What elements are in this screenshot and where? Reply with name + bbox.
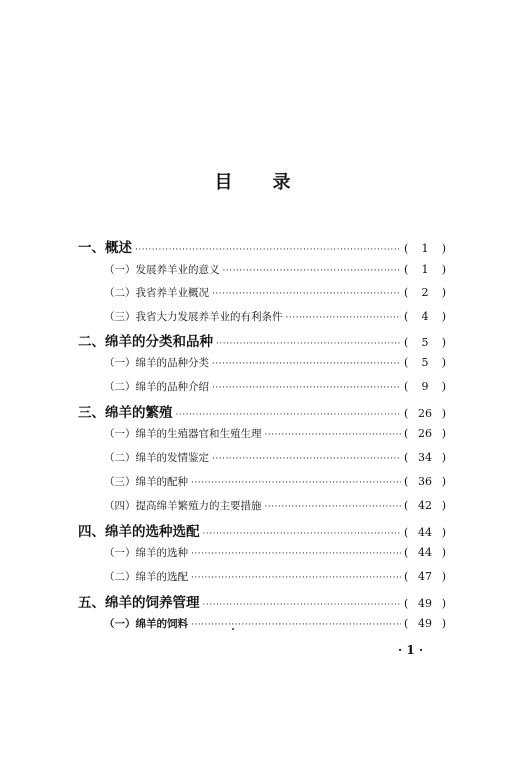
toc-entry-label: 四、绵羊的选种选配	[78, 524, 200, 540]
leader-dots	[212, 383, 401, 393]
toc-entry-label: （一）绵羊的品种分类	[104, 357, 209, 369]
toc-entry-page: ( 26 )	[404, 427, 446, 440]
toc-entry-1-2	[104, 285, 446, 300]
toc-entry-3	[78, 401, 446, 421]
toc-entry-label: 一、概述	[78, 240, 132, 256]
leader-dots	[203, 600, 402, 610]
toc-entry-page: ( 47 )	[404, 570, 446, 583]
leader-dots	[265, 430, 402, 440]
toc-entry-5	[78, 591, 446, 611]
page-folio: · 1 ·	[398, 643, 424, 657]
toc-heading-left: 目	[214, 172, 233, 193]
toc-entry-page: ( 9 )	[404, 380, 446, 393]
toc-entry-page: ( 1 )	[404, 242, 446, 255]
toc-entry-2	[78, 330, 446, 350]
toc-entry-page: ( 44 )	[404, 526, 446, 539]
toc-entry-label: 五、绵羊的饲养管理	[78, 595, 200, 611]
leader-dots	[203, 529, 402, 539]
leader-dots	[212, 359, 401, 369]
toc-entry-1	[78, 236, 446, 256]
toc-entry-page: ( 49 )	[404, 617, 446, 630]
toc-entry-label: （三）绵羊的配种	[104, 476, 188, 488]
toc-entry-label: （一）绵羊的饲料	[104, 618, 188, 630]
toc-entry-1-3	[104, 309, 446, 324]
toc-entry-4-2	[104, 569, 446, 584]
toc-entry-page: ( 1 )	[404, 263, 446, 276]
toc-entry-label: （三）我省大力发展养羊业的有利条件	[104, 311, 283, 323]
toc-entry-5-1	[104, 616, 446, 631]
toc-entry-label: （四）提高绵羊繁殖力的主要措施	[104, 500, 262, 512]
toc-entry-2-2	[104, 379, 446, 394]
toc-entry-label: （一）发展养羊业的意义	[104, 264, 220, 276]
toc-entry-label: （二）绵羊的选配	[104, 571, 188, 583]
toc-entry-label: （二）我省养羊业概况	[104, 287, 209, 299]
leader-dots	[191, 573, 401, 583]
toc-heading	[0, 168, 505, 194]
leader-dots	[286, 313, 402, 323]
toc-entry-3-4	[104, 498, 446, 513]
toc-entry-label: （二）绵羊的品种介绍	[104, 381, 209, 393]
toc-entry-3-2	[104, 450, 446, 465]
toc-entry-page: ( 2 )	[404, 286, 446, 299]
toc-entry-1-1	[104, 262, 446, 277]
leader-dots	[176, 410, 402, 420]
leader-dots	[223, 266, 402, 276]
toc-entry-4-1	[104, 545, 446, 560]
toc-entry-3-1	[104, 426, 446, 441]
toc-entry-page: ( 26 )	[404, 407, 446, 420]
toc-entry-label: 二、绵羊的分类和品种	[78, 334, 213, 350]
leader-dots	[216, 339, 401, 349]
toc-entry-4	[78, 520, 446, 540]
toc-entry-page: ( 34 )	[404, 451, 446, 464]
toc-entry-page: ( 44 )	[404, 546, 446, 559]
toc-entry-page: ( 42 )	[404, 499, 446, 512]
toc-entry-page: ( 49 )	[404, 597, 446, 610]
toc-entry-label: 三、绵羊的繁殖	[78, 405, 173, 421]
toc-entry-label: （二）绵羊的发情鉴定	[104, 452, 209, 464]
leader-dots	[212, 454, 401, 464]
leader-dots	[135, 245, 401, 255]
leader-dots	[191, 549, 401, 559]
toc-entry-page: ( 5 )	[404, 356, 446, 369]
leader-dots	[191, 620, 401, 630]
leader-dots	[265, 502, 402, 512]
toc-entry-page: ( 36 )	[404, 475, 446, 488]
toc-heading-right: 录	[272, 172, 291, 193]
toc-entry-3-3	[104, 474, 446, 489]
toc-entry-page: ( 4 )	[404, 310, 446, 323]
toc-entry-label: （一）绵羊的选种	[104, 547, 188, 559]
toc-entry-label: （一）绵羊的生殖器官和生殖生理	[104, 428, 262, 440]
leader-dots	[191, 478, 401, 488]
print-speck	[232, 628, 234, 630]
leader-dots	[212, 289, 401, 299]
toc-entry-2-1	[104, 355, 446, 370]
toc-entry-page: ( 5 )	[404, 336, 446, 349]
